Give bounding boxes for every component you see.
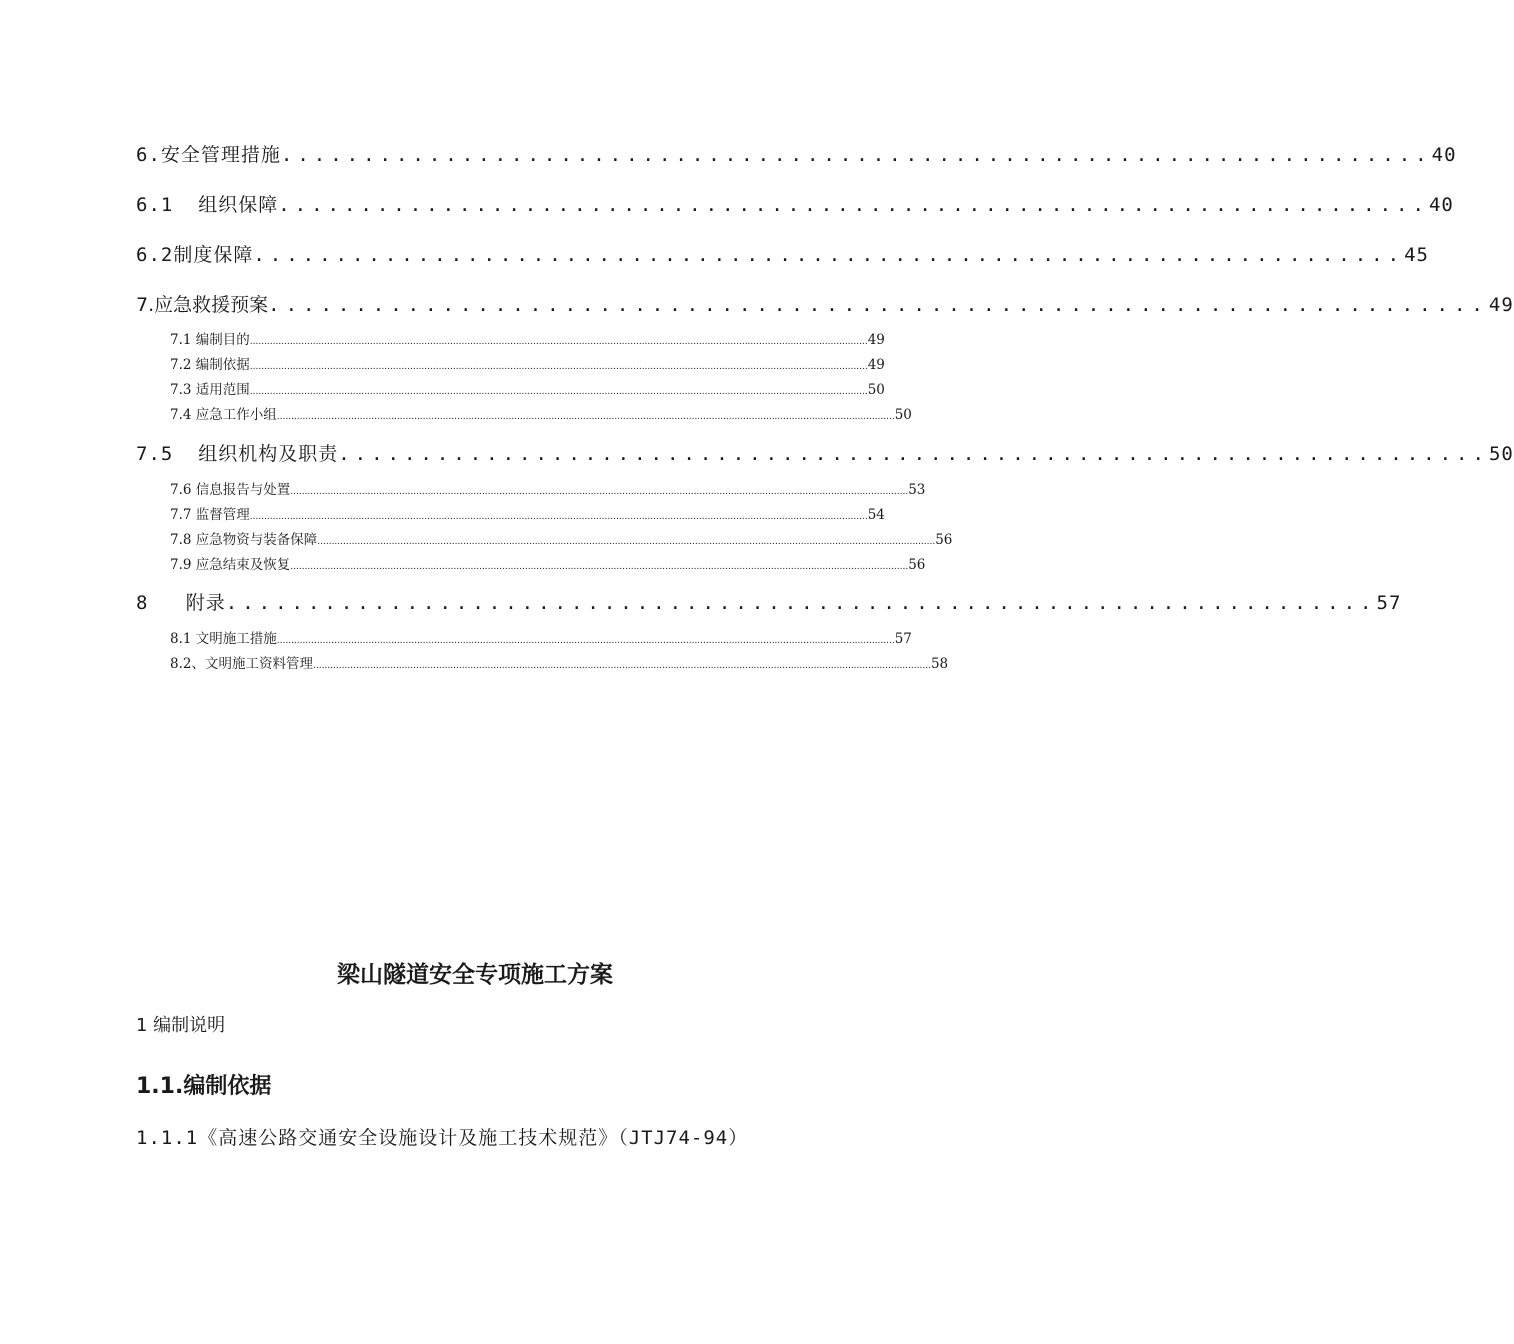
toc-label: 7.4 应急工作小组 [170,407,277,423]
toc-leader: ...................................................................... [280,144,1432,166]
section-heading: 1 编制说明 [136,1015,226,1036]
toc-entry[interactable] [170,353,885,373]
toc-entry[interactable] [170,403,912,423]
toc-page: 57 [894,631,912,647]
toc-page: 57 [1376,592,1402,614]
toc-label: 6.1 组织保障 [136,194,279,216]
toc-label: 7.9 应急结束及恢复 [170,557,291,573]
toc-page: 40 [1428,194,1454,216]
toc-label: 8 附录 [136,592,226,614]
toc-leader: ........................................................................................................................................................................................................................ [276,636,895,646]
toc-label: 7.3 适用范围 [170,382,250,398]
toc-entry[interactable] [136,588,1402,615]
toc-label: 7.5 组织机构及职责 [136,443,339,465]
paragraph: 1.1.1《高速公路交通安全设施设计及施工技术规范》（JTJ74-94） [136,1127,749,1149]
toc-page: 56 [908,557,926,573]
document-title: 梁山隧道安全专项施工方案 [337,962,613,988]
toc-leader: ........................................................................................................................................................................................................................ [249,387,868,397]
toc-label: 8.1 文明施工措施 [170,631,277,647]
toc-leader: ...................................................................... [278,194,1429,216]
toc-leader: ...................................................................... [268,294,1489,316]
toc-label: 7.1 编制目的 [170,332,250,348]
toc-page: 54 [867,507,885,523]
toc-entry[interactable] [170,503,885,523]
toc-page: 49 [867,357,885,373]
toc-entry[interactable] [136,290,1514,317]
toc-label: 7.2 编制依据 [170,357,250,373]
toc-page: 58 [930,656,949,672]
toc-leader: ...................................................................... [338,443,1489,465]
toc-entry[interactable] [136,140,1457,167]
toc-leader: ........................................................................................................................................................................................................................ [290,487,909,497]
toc-entry[interactable] [170,478,926,498]
toc-page: 50 [894,407,912,423]
toc-leader: ........................................................................................................................................................................................................................ [312,661,931,671]
toc-leader: ........................................................................................................................................................................................................................ [317,537,936,547]
toc-leader: ........................................................................................................................................................................................................................ [249,337,868,347]
toc-leader: ........................................................................................................................................................................................................................ [276,412,895,422]
toc-entry[interactable] [170,378,885,398]
toc-label: 7.应急救援预案 [136,294,269,316]
toc-leader: ........................................................................................................................................................................................................................ [249,362,868,372]
toc-page: 40 [1431,144,1457,166]
toc-page: 49 [1488,294,1514,316]
toc-page: 53 [908,482,926,498]
toc-entry[interactable] [170,553,926,573]
toc-label: 8.2、文明施工资料管理 [170,656,313,672]
toc-page: 50 [867,382,885,398]
toc-entry[interactable] [136,240,1429,267]
toc-entry[interactable] [136,190,1454,217]
toc-entry[interactable] [170,328,885,348]
toc-page: 49 [867,332,885,348]
toc-page: 50 [1488,443,1514,465]
toc-label: 7.6 信息报告与处置 [170,482,291,498]
toc-entry[interactable] [170,652,949,672]
toc-label: 6.2制度保障 [136,244,254,266]
toc-leader: ...................................................................... [253,244,1405,266]
toc-label: 7.8 应急物资与装备保障 [170,532,318,548]
toc-leader: ........................................................................................................................................................................................................................ [249,512,868,522]
toc-page: 56 [935,532,953,548]
subsection-heading: 1.1.编制依据 [136,1074,272,1099]
toc-entry[interactable] [136,439,1514,466]
toc-label: 7.7 监督管理 [170,507,250,523]
toc-leader: ........................................................................................................................................................................................................................ [290,562,909,572]
toc-label: 6.安全管理措施 [136,144,281,166]
toc-entry[interactable] [170,528,953,548]
toc-leader: ...................................................................... [225,592,1377,614]
toc-page: 45 [1404,244,1429,266]
toc-entry[interactable] [170,627,912,647]
